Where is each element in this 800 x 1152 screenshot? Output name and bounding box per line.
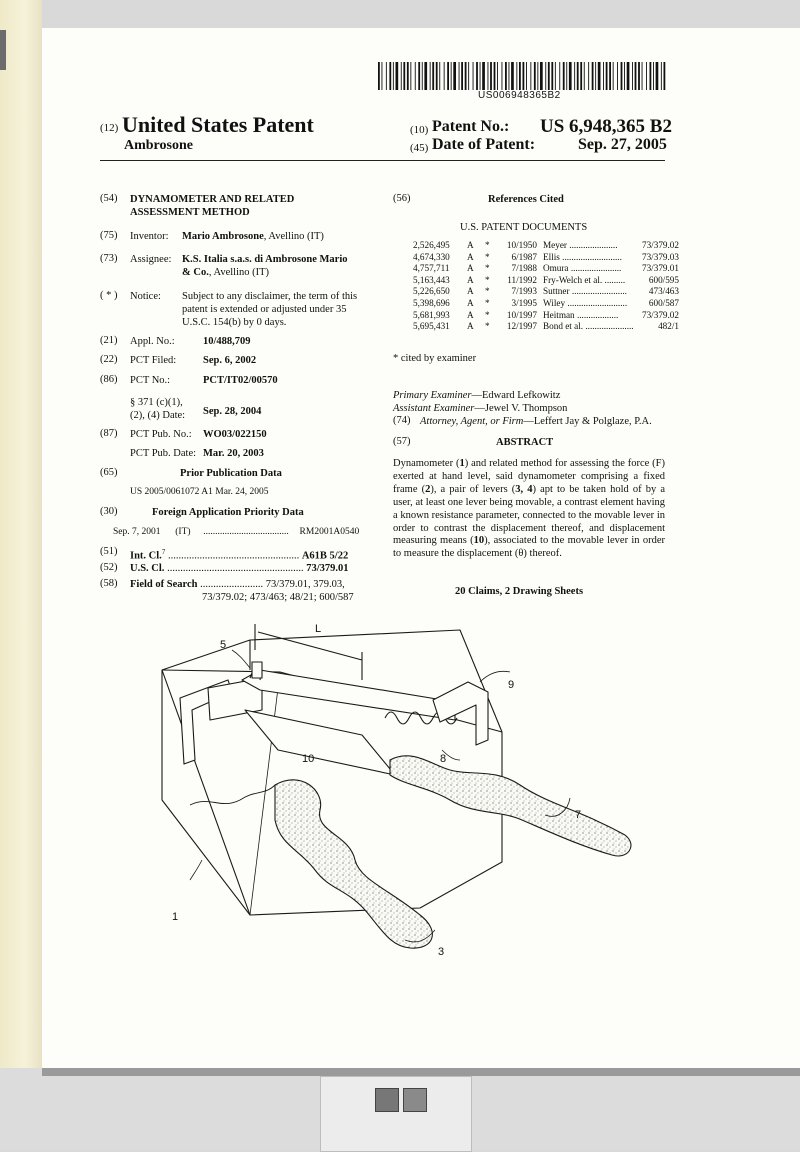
barcode-bar bbox=[432, 62, 434, 90]
barcode-bar bbox=[638, 62, 640, 90]
barcode-bar bbox=[559, 62, 560, 90]
barcode-bar bbox=[436, 62, 438, 90]
reference-leader-dots: ......... bbox=[604, 274, 626, 285]
field-22-code: (22) bbox=[100, 354, 118, 365]
header-rule bbox=[100, 160, 665, 161]
reference-class: 73/379.01 bbox=[641, 263, 679, 274]
reference-row bbox=[413, 275, 679, 285]
reference-leader-dots: ........................ bbox=[571, 286, 627, 297]
abstract-part: ), associated to the movable lever in order to measure the displacement (θ) thereof. bbox=[393, 535, 665, 560]
barcode-bar bbox=[444, 62, 445, 90]
reference-date: 11/1992 bbox=[507, 274, 537, 285]
inventor-name: Mario Ambrosone bbox=[182, 231, 264, 242]
field-of-search-line2: 73/379.02; 473/463; 48/21; 600/587 bbox=[202, 592, 354, 603]
section-371-line2: (2), (4) Date: bbox=[130, 410, 186, 421]
barcode-bar bbox=[551, 62, 553, 90]
barcode-bar bbox=[627, 62, 630, 90]
reference-date: 6/1987 bbox=[511, 251, 537, 262]
barcode-bar bbox=[430, 62, 431, 90]
barcode-bar bbox=[461, 62, 463, 90]
barcode-bar bbox=[534, 62, 536, 90]
field-86-code: (86) bbox=[100, 374, 118, 385]
barcode-bar bbox=[617, 62, 618, 90]
notice-text bbox=[182, 290, 357, 329]
barcode-bar bbox=[386, 62, 387, 90]
field-of-search-line1: 73/379.01, 379.03, bbox=[265, 579, 345, 590]
kind-code: (12) bbox=[100, 122, 119, 134]
int-cl-sup: 7 bbox=[161, 548, 166, 556]
invention-title-line1: DYNAMOMETER AND RELATED bbox=[130, 194, 295, 205]
barcode-bar bbox=[584, 62, 585, 90]
pct-pub-date-value: Mar. 20, 2003 bbox=[203, 448, 264, 459]
int-cl-label: Int. Cl. bbox=[130, 550, 162, 562]
reference-number: 2,526,495 bbox=[413, 240, 450, 250]
prior-publication-value: US 2005/0061072 A1 Mar. 24, 2005 bbox=[130, 487, 269, 497]
reference-cited-mark: * bbox=[485, 240, 490, 250]
fig-label-10: 10 bbox=[302, 753, 315, 765]
barcode-bar bbox=[548, 62, 550, 90]
barcode-bar bbox=[526, 62, 527, 90]
reference-cited-mark: * bbox=[485, 251, 490, 262]
reference-number: 5,695,431 bbox=[413, 321, 450, 332]
reference-name: Bond et al. bbox=[543, 321, 584, 332]
barcode-bar bbox=[566, 62, 567, 90]
attorney-name: —Leffert Jay & Polglaze, P.A. bbox=[523, 416, 652, 427]
field-57-code: (57) bbox=[393, 436, 411, 447]
reference-number: 4,674,330 bbox=[413, 251, 450, 262]
reference-date: 12/1997 bbox=[506, 321, 537, 332]
barcode-bar bbox=[603, 62, 604, 90]
us-cl-row bbox=[130, 562, 348, 575]
barcode-bar bbox=[563, 62, 565, 90]
abstract-title: ABSTRACT bbox=[496, 437, 554, 448]
int-cl-value: A61B 5/22 bbox=[301, 550, 349, 562]
reference-leader-dots: .................. bbox=[576, 309, 619, 320]
reference-kind: A bbox=[467, 274, 474, 285]
assistant-examiner-name: —Jewel V. Thompson bbox=[474, 403, 568, 414]
reference-row bbox=[413, 286, 679, 296]
abstract-part: ) and related method for assessing the force (F) exerted at hand level, said dynamometer comprising a fixed frame ( bbox=[393, 458, 666, 495]
pct-filed-value: Sep. 6, 2002 bbox=[203, 355, 257, 366]
pct-pub-no-label: PCT Pub. No.: bbox=[130, 429, 192, 440]
barcode-bar bbox=[393, 62, 394, 90]
reference-leader-dots: ...................... bbox=[570, 263, 622, 274]
barcode-bar bbox=[537, 62, 538, 90]
field-74-code: (74) bbox=[393, 415, 411, 426]
reference-name-cell bbox=[543, 310, 625, 320]
field-of-search-dots: ........................ bbox=[200, 579, 264, 590]
barcode-bar bbox=[609, 62, 611, 90]
barcode-bar bbox=[580, 62, 582, 90]
attorney bbox=[420, 415, 652, 428]
page-shadow bbox=[42, 1068, 800, 1076]
primary-examiner bbox=[393, 389, 560, 402]
abstract-ref: 1 bbox=[459, 458, 465, 469]
barcode-bar bbox=[606, 62, 608, 90]
prior-publication-title: Prior Publication Data bbox=[180, 468, 282, 479]
barcode-bar bbox=[378, 62, 380, 90]
inventor-location: , Avellino (IT) bbox=[263, 231, 324, 242]
barcode-bar bbox=[497, 62, 498, 90]
foreign-priority-title: Foreign Application Priority Data bbox=[152, 507, 304, 518]
scan-edge-left bbox=[0, 0, 42, 1150]
barcode-bar bbox=[490, 62, 492, 90]
inventor-value bbox=[182, 230, 324, 243]
reference-date: 3/1995 bbox=[511, 298, 537, 308]
barcode-bar bbox=[459, 62, 460, 90]
foreign-priority-country: (IT) bbox=[175, 527, 191, 537]
reference-name: Suttner bbox=[543, 286, 570, 297]
patent-no-code: (10) bbox=[410, 124, 429, 136]
int-cl-dots: .................................................. bbox=[167, 550, 300, 562]
reference-class: 600/587 bbox=[648, 298, 679, 308]
pct-pub-no-value: WO03/022150 bbox=[203, 429, 267, 440]
barcode-bar bbox=[569, 62, 572, 90]
patent-no-label: Patent No.: bbox=[432, 118, 510, 135]
barcode-bar bbox=[656, 62, 659, 90]
section-371-label bbox=[130, 396, 185, 422]
reference-number: 5,163,443 bbox=[413, 274, 450, 285]
barcode-bar bbox=[540, 62, 543, 90]
reference-name-cell bbox=[543, 240, 625, 250]
section-371-date: Sep. 28, 2004 bbox=[203, 406, 262, 417]
reference-kind: A bbox=[467, 298, 474, 308]
play-icon bbox=[403, 1088, 427, 1112]
field-73-code: (73) bbox=[100, 253, 118, 264]
barcode-bar bbox=[382, 62, 383, 90]
fig-label-5: 5 bbox=[220, 639, 227, 651]
fig-label-9: 9 bbox=[508, 679, 515, 691]
reference-name: Ellis bbox=[543, 251, 560, 262]
reference-number: 5,681,993 bbox=[413, 309, 450, 320]
field-75-code: (75) bbox=[100, 230, 118, 241]
fig-label-8: 8 bbox=[440, 753, 447, 765]
foreign-priority-dots: .................................... bbox=[203, 527, 289, 537]
reference-name: Heitman bbox=[543, 309, 575, 320]
barcode-bar bbox=[588, 62, 589, 90]
reference-name: Omura bbox=[543, 263, 569, 274]
field-51-code: (51) bbox=[100, 546, 118, 557]
reference-date: 7/1993 bbox=[511, 286, 537, 297]
barcode-bar bbox=[592, 62, 594, 90]
assistant-examiner-label: Assistant Examiner bbox=[393, 403, 475, 414]
scan-edge-mark bbox=[0, 30, 6, 70]
barcode-bar bbox=[447, 62, 449, 90]
field-21-code: (21) bbox=[100, 335, 118, 346]
invention-title bbox=[130, 193, 294, 219]
barcode-bar bbox=[418, 62, 420, 90]
barcode-bar bbox=[473, 62, 474, 90]
notice-line1: Subject to any disclaimer, the term of this bbox=[182, 291, 358, 302]
section-371-line1: § 371 (c)(1), bbox=[130, 397, 183, 408]
barcode-bar bbox=[453, 62, 456, 90]
barcode-bar bbox=[653, 62, 654, 90]
foreign-priority-row bbox=[113, 527, 359, 537]
barcode-bar bbox=[621, 62, 623, 90]
barcode-bar bbox=[401, 62, 402, 90]
reference-number: 5,398,696 bbox=[413, 298, 450, 308]
reference-cited-mark: * bbox=[485, 309, 490, 320]
barcode bbox=[378, 62, 668, 90]
reference-leader-dots: .......................... bbox=[567, 298, 628, 308]
reference-date: 7/1988 bbox=[511, 263, 537, 274]
abstract-part: ) apt to be taken hold of by a user, at least one lever being movable, a contrast element having a known resistance parameter, connected to the movable lever in order to contrast the displacement thereof, and displacement measuring means ( bbox=[393, 483, 665, 547]
barcode-number: US006948365B2 bbox=[478, 90, 561, 101]
int-cl-row bbox=[130, 546, 348, 563]
document-title: United States Patent bbox=[122, 112, 314, 137]
abstract-part: Dynamometer ( bbox=[393, 458, 460, 469]
fig-label-L: L bbox=[315, 623, 322, 635]
reference-name-cell bbox=[543, 263, 625, 273]
notice-label: Notice: bbox=[130, 291, 161, 302]
reference-class: 600/595 bbox=[648, 274, 679, 285]
references-title: References Cited bbox=[488, 194, 564, 205]
reference-name-cell bbox=[543, 286, 625, 296]
abstract-ref: 10 bbox=[473, 535, 485, 547]
us-cl-label: U.S. Cl. bbox=[130, 563, 165, 574]
reference-cited-mark: * bbox=[485, 321, 490, 332]
fig-label-7: 7 bbox=[575, 809, 582, 821]
assignee-line2-rest: , Avellino (IT) bbox=[208, 267, 270, 278]
reference-name: Fry-Welch et al. bbox=[543, 274, 603, 285]
barcode-bar bbox=[465, 62, 467, 90]
assignee-value bbox=[182, 253, 348, 279]
reference-leader-dots: ..................... bbox=[585, 321, 634, 332]
barcode-bar bbox=[661, 62, 662, 90]
barcode-bar bbox=[403, 62, 405, 90]
scanner-icon bbox=[375, 1088, 399, 1112]
reference-name-cell bbox=[543, 298, 628, 308]
barcode-bar bbox=[482, 62, 485, 90]
barcode-bar bbox=[505, 62, 507, 90]
reference-class: 73/379.02 bbox=[641, 240, 679, 250]
barcode-bar bbox=[664, 62, 666, 90]
barcode-bar bbox=[480, 62, 481, 90]
reference-kind: A bbox=[467, 251, 474, 262]
field-56-code: (56) bbox=[393, 193, 411, 204]
reference-date: 10/1997 bbox=[506, 309, 537, 320]
notice-line3: U.S.C. 154(b) by 0 days. bbox=[182, 317, 287, 328]
field-30-code: (30) bbox=[100, 506, 118, 517]
fig-label-1: 1 bbox=[172, 911, 179, 923]
barcode-bar bbox=[632, 62, 633, 90]
reference-row bbox=[413, 240, 679, 250]
field-54-code: (54) bbox=[100, 193, 118, 204]
reference-row bbox=[413, 263, 679, 273]
date-code: (45) bbox=[410, 142, 429, 154]
notice-line2: patent is extended or adjusted under 35 bbox=[182, 304, 347, 315]
assignee-label: Assignee: bbox=[130, 254, 172, 265]
reference-kind: A bbox=[467, 286, 474, 297]
assignee-line2-bold: & Co. bbox=[182, 267, 209, 278]
barcode-bar bbox=[410, 62, 411, 90]
patent-date: Sep. 27, 2005 bbox=[578, 136, 667, 153]
date-label: Date of Patent: bbox=[432, 136, 536, 153]
us-cl-value: 73/379.01 bbox=[306, 563, 349, 574]
barcode-bar bbox=[494, 62, 496, 90]
reference-row bbox=[413, 310, 679, 320]
pct-no-label: PCT No.: bbox=[130, 375, 171, 386]
barcode-bar bbox=[422, 62, 423, 90]
barcode-bar bbox=[396, 62, 399, 90]
abstract-ref: 3, 4 bbox=[515, 483, 533, 495]
appl-no-label: Appl. No.: bbox=[130, 336, 175, 347]
fig-label-3: 3 bbox=[438, 946, 445, 958]
inventor-label: Inventor: bbox=[130, 231, 169, 242]
barcode-bar bbox=[509, 62, 510, 90]
field-of-search-row bbox=[130, 578, 345, 591]
reference-kind: A bbox=[467, 309, 474, 320]
field-58-code: (58) bbox=[100, 578, 118, 589]
reference-class: 73/379.02 bbox=[641, 309, 679, 320]
reference-cited-mark: * bbox=[485, 274, 490, 285]
us-documents-title: U.S. PATENT DOCUMENTS bbox=[460, 222, 588, 233]
field-65-code: (65) bbox=[100, 467, 118, 478]
reference-row bbox=[413, 252, 679, 262]
barcode-bar bbox=[424, 62, 427, 90]
appl-no-value: 10/488,709 bbox=[203, 336, 251, 347]
barcode-bar bbox=[642, 62, 643, 90]
barcode-bar bbox=[502, 62, 503, 90]
reference-class: 473/463 bbox=[648, 286, 679, 297]
field-52-code: (52) bbox=[100, 562, 118, 573]
abstract-ref: 2 bbox=[425, 483, 431, 495]
primary-examiner-name: —Edward Lefkowitz bbox=[471, 390, 561, 401]
barcode-bar bbox=[439, 62, 440, 90]
abstract-part: ), a pair of levers ( bbox=[430, 483, 516, 495]
reference-name: Wiley bbox=[543, 298, 566, 308]
barcode-bar bbox=[574, 62, 575, 90]
barcode-bar bbox=[451, 62, 452, 90]
foreign-priority-number: RM2001A0540 bbox=[299, 527, 360, 537]
primary-examiner-label: Primary Examiner bbox=[393, 390, 472, 401]
reference-date: 10/1950 bbox=[506, 240, 537, 250]
reference-name-cell bbox=[543, 252, 625, 262]
reference-row bbox=[413, 321, 679, 331]
barcode-bar bbox=[650, 62, 652, 90]
reference-name-cell bbox=[543, 275, 625, 285]
reference-kind: A bbox=[467, 240, 474, 250]
barcode-bar bbox=[635, 62, 637, 90]
reference-row bbox=[413, 298, 679, 308]
barcode-bar bbox=[646, 62, 647, 90]
barcode-bar bbox=[516, 62, 517, 90]
dynamometer-drawing bbox=[150, 610, 640, 960]
barcode-bar bbox=[389, 62, 391, 90]
claims-sheets: 20 Claims, 2 Drawing Sheets bbox=[455, 586, 584, 597]
barcode-bar bbox=[545, 62, 546, 90]
pct-no-value: PCT/IT02/00570 bbox=[203, 375, 278, 386]
barcode-bar bbox=[523, 62, 525, 90]
assignee-line1: K.S. Italia s.a.s. di Ambrosone Mario bbox=[182, 254, 348, 265]
barcode-bar bbox=[519, 62, 521, 90]
barcode-bar bbox=[577, 62, 579, 90]
reference-number: 4,757,711 bbox=[413, 263, 450, 274]
abstract-text bbox=[393, 458, 665, 561]
field-87-code: (87) bbox=[100, 428, 118, 439]
reference-cited-mark: * bbox=[485, 263, 490, 274]
reference-class: 73/379.03 bbox=[641, 251, 679, 262]
reference-kind: A bbox=[467, 263, 474, 274]
barcode-bar bbox=[613, 62, 614, 90]
barcode-bar bbox=[624, 62, 625, 90]
barcode-bar bbox=[511, 62, 514, 90]
reference-class: 482/1 bbox=[658, 321, 679, 332]
reference-leader-dots: ..................... bbox=[569, 240, 618, 250]
notice-code: ( * ) bbox=[100, 290, 118, 301]
us-cl-dots: .................................................... bbox=[167, 563, 304, 574]
barcode-bar bbox=[530, 62, 531, 90]
reference-name: Meyer bbox=[543, 240, 567, 250]
scanner-bed-strip bbox=[0, 1068, 800, 1150]
field-of-search-label: Field of Search bbox=[130, 579, 198, 590]
reference-number: 5,226,650 bbox=[413, 286, 450, 297]
barcode-bar bbox=[468, 62, 469, 90]
invention-title-line2: ASSESSMENT METHOD bbox=[130, 207, 250, 218]
reference-cited-mark: * bbox=[485, 286, 490, 297]
reference-cited-mark: * bbox=[485, 298, 490, 308]
barcode-bar bbox=[415, 62, 416, 90]
reference-kind: A bbox=[467, 321, 474, 332]
barcode-bar bbox=[595, 62, 596, 90]
pct-pub-date-label: PCT Pub. Date: bbox=[130, 448, 197, 459]
barcode-bar bbox=[598, 62, 601, 90]
inventor-surname: Ambrosone bbox=[124, 138, 193, 153]
barcode-bar bbox=[476, 62, 478, 90]
reference-leader-dots: .......................... bbox=[562, 251, 622, 262]
attorney-label: Attorney, Agent, or Firm bbox=[420, 416, 524, 427]
barcode-bar bbox=[488, 62, 489, 90]
cited-note: * cited by examiner bbox=[393, 353, 477, 364]
assistant-examiner bbox=[393, 402, 567, 415]
foreign-priority-date: Sep. 7, 2001 bbox=[113, 527, 161, 537]
pct-filed-label: PCT Filed: bbox=[130, 355, 177, 366]
reference-name-cell bbox=[543, 321, 634, 332]
barcode-bar bbox=[555, 62, 556, 90]
patent-number: US 6,948,365 B2 bbox=[540, 116, 672, 137]
barcode-bar bbox=[407, 62, 409, 90]
